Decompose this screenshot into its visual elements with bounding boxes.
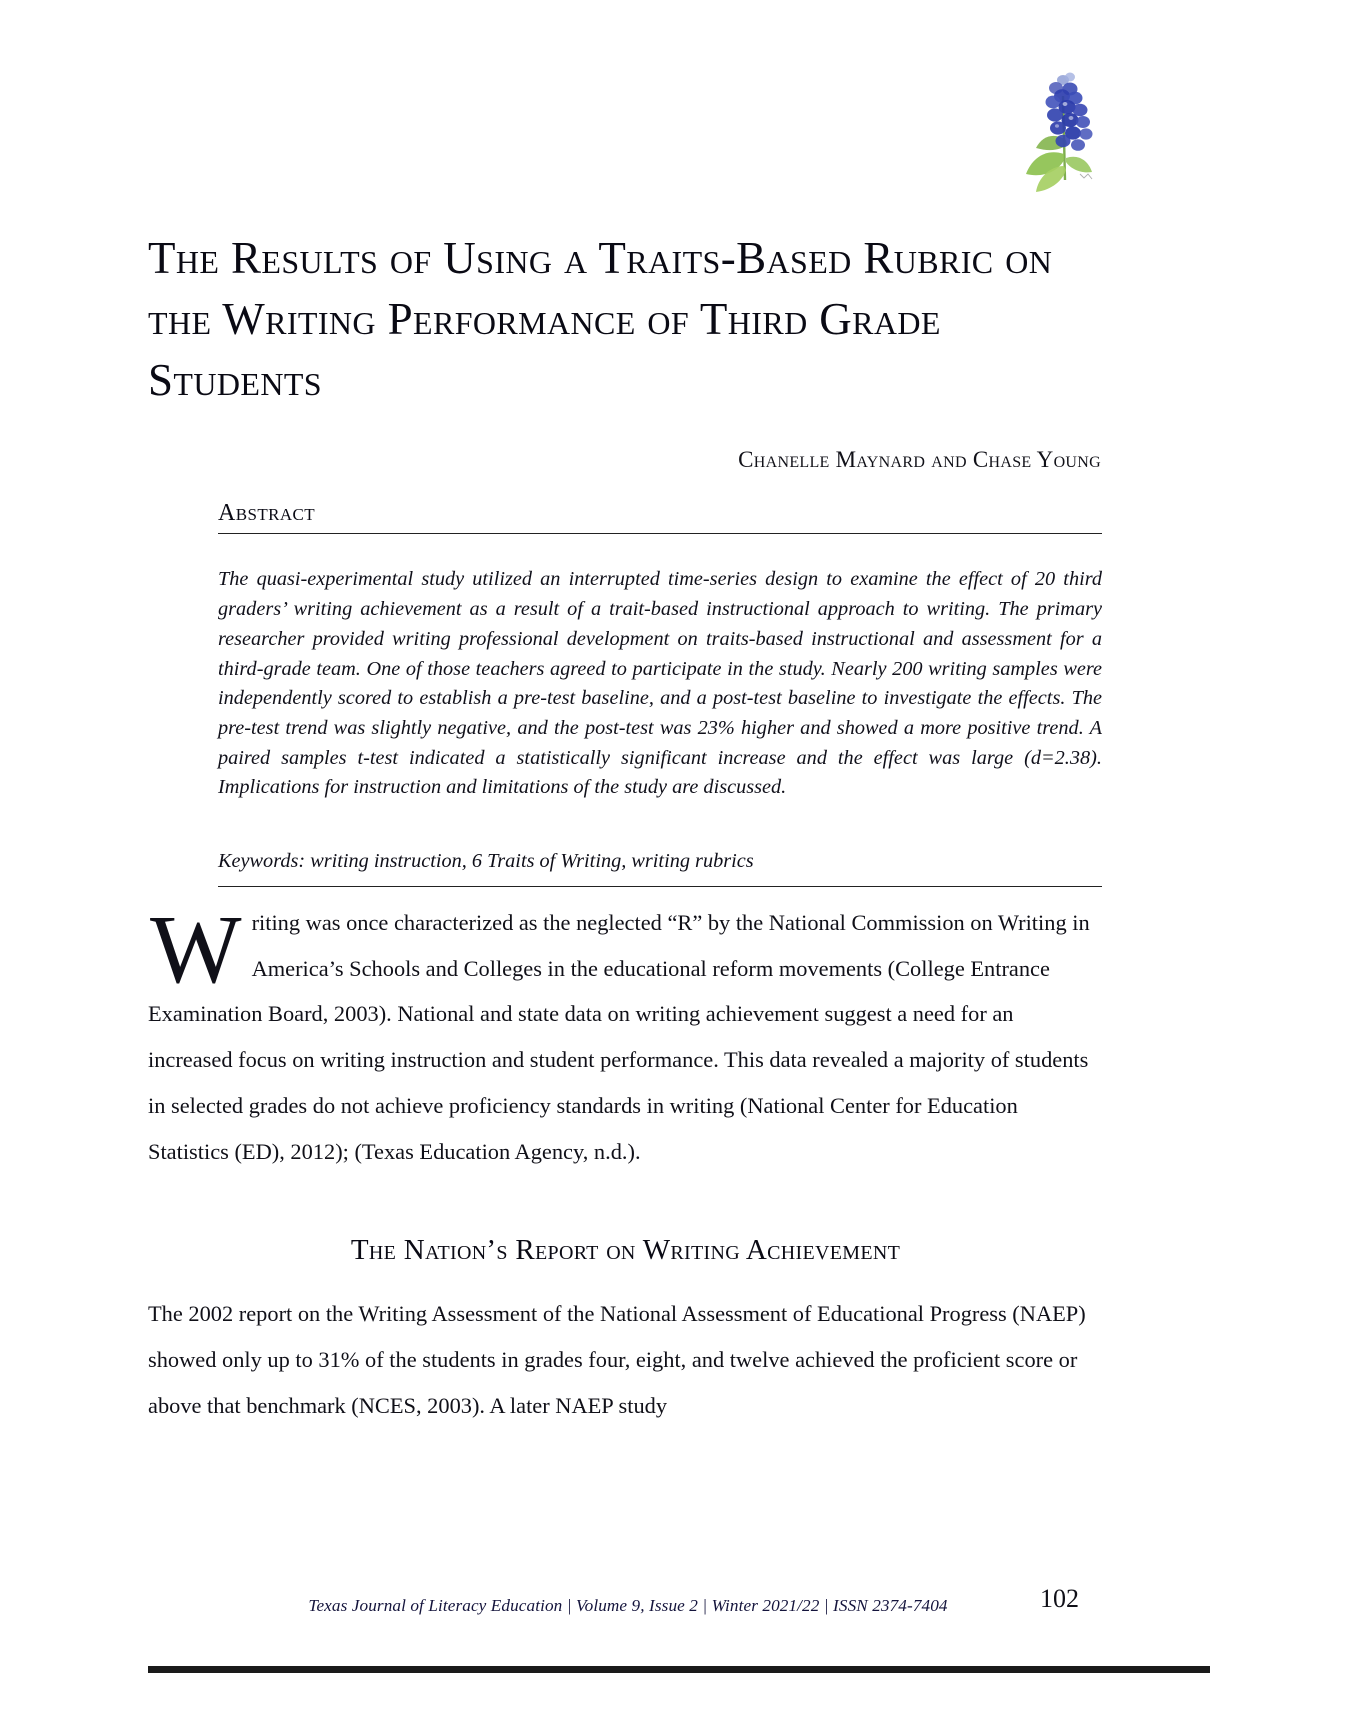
- abstract-top-rule: [218, 533, 1102, 534]
- abstract-bottom-rule: [218, 886, 1102, 887]
- abstract-section: [218, 500, 1102, 887]
- abstract-heading: Abstract: [218, 500, 316, 526]
- bluebonnet-flower-icon: [1008, 62, 1118, 202]
- page-footer: [148, 1596, 1108, 1616]
- author-line: Chanelle Maynard and Chase Young: [738, 447, 1101, 472]
- journal-footer-text: Texas Journal of Literacy Education | Volume 9, Issue 2 | Winter 2021/22 | ISSN 2374-7404: [308, 1596, 948, 1615]
- article-body: [148, 896, 1103, 1428]
- title-block: [148, 228, 1108, 412]
- section-paragraph: The 2002 report on the Writing Assessment of the National Assessment of Educational Progress (NAEP) showed only up to 31% of the students in grades four, eight, and twelve achieved the proficient score or above that benchmark (NCES, 2003). A later NAEP study: [148, 1301, 1086, 1418]
- abstract-body: The quasi-experimental study utilized an interrupted time-series design to examine the effect of 20 third graders’ writing achievement as a result of a trait-based instructional approach to writing. The primary researcher provided writing professional development on traits-based instructional and assessment for a third-grade team. One of those teachers agreed to participate in the study. Nearly 200 writing samples were independently scored to establish a pre-test baseline, and a post-test baseline to investigate the effects. The pre-test trend was slightly negative, and the post-test was 23% higher and showed a more positive trend. A paired samples t-test indicated a statistically significant increase and the effect was large (d=2.38). Implications for instruction and limitations of the study are discussed.: [218, 568, 1102, 799]
- keywords-line: Keywords: writing instruction, 6 Traits of Writing, writing rubrics: [218, 850, 754, 873]
- footer-bar: [148, 1666, 1210, 1673]
- page-title: The Results of Using a Traits-Based Rubric on the Writing Performance of Third Grade Students: [148, 233, 1053, 406]
- intro-paragraph: Writing was once characterized as the neglected “R” by the National Commission on Writing in America’s Schools and Colleges in the educational reform movements (College Entrance Examination Board, 2003). National and state data on writing achievement suggest a need for an increased focus on writing instruction and student performance. This data revealed a majority of students in selected grades do not achieve proficiency standards in writing (National Center for Education Statistics (ED), 2012); (Texas Education Agency, n.d.).: [148, 896, 1090, 1164]
- section-heading: The Nation’s Report on Writing Achievement: [350, 1234, 901, 1267]
- page-number: 102: [1040, 1584, 1079, 1613]
